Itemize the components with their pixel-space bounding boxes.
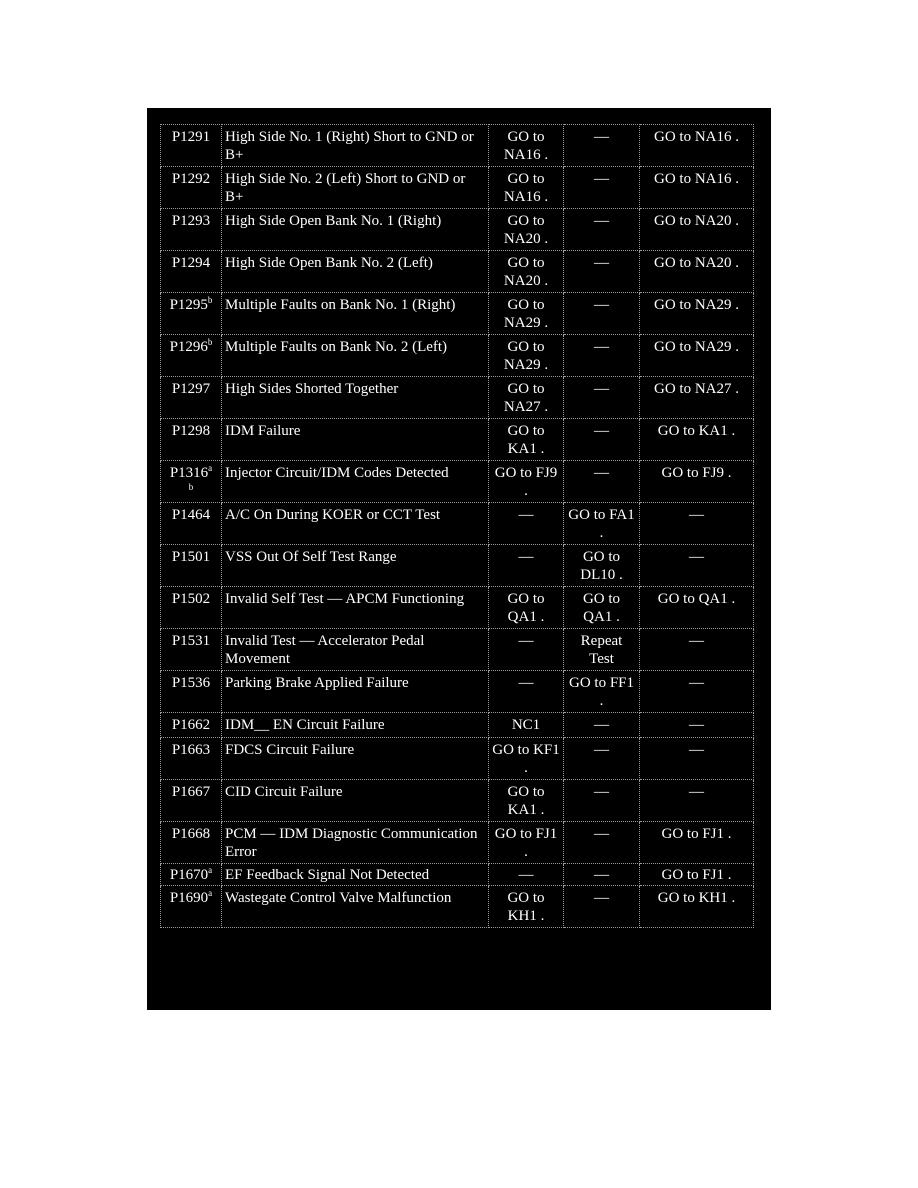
dtc-code-cell: [161, 419, 222, 461]
table-row: [161, 167, 754, 209]
footnote-marker: a: [208, 463, 213, 473]
dtc-code-cell: [161, 780, 222, 822]
dtc-code: P1294: [171, 255, 211, 271]
table-row: [161, 209, 754, 251]
dtc-description: PCM — IDM Diagnostic Communication Error: [222, 822, 489, 864]
continuous-memory-action: —: [640, 503, 754, 545]
dtc-description: VSS Out Of Self Test Range: [222, 545, 489, 587]
koeo-action: GO to FJ1 .: [489, 822, 564, 864]
koeo-action: —: [489, 629, 564, 671]
koeo-action: GO to QA1 .: [489, 587, 564, 629]
koeo-action: GO to NA16 .: [489, 125, 564, 167]
koeo-action: GO to NA29 .: [489, 335, 564, 377]
koer-action: —: [564, 713, 640, 738]
koeo-action: GO to NA27 .: [489, 377, 564, 419]
dtc-code-cell: [161, 461, 222, 503]
dtc-code-cell: [161, 167, 222, 209]
dtc-description: IDM Failure: [222, 419, 489, 461]
table-row: [161, 629, 754, 671]
koer-action: —: [564, 335, 640, 377]
table-row: [161, 293, 754, 335]
koer-action: GO to DL10 .: [564, 545, 640, 587]
dtc-table: [160, 124, 754, 928]
dtc-code: P1298: [171, 423, 211, 439]
footnote-marker: b: [207, 295, 213, 305]
continuous-memory-action: —: [640, 780, 754, 822]
continuous-memory-action: —: [640, 738, 754, 780]
dtc-code-cell: [161, 125, 222, 167]
table-row: [161, 503, 754, 545]
koer-action: —: [564, 209, 640, 251]
table-row: [161, 822, 754, 864]
continuous-memory-action: GO to NA20 .: [640, 209, 754, 251]
dtc-code-cell: [161, 209, 222, 251]
dtc-code: P1662: [171, 717, 211, 733]
koer-action: —: [564, 886, 640, 928]
koer-action: —: [564, 293, 640, 335]
dtc-code-cell: [161, 822, 222, 864]
koeo-action: GO to KH1 .: [489, 886, 564, 928]
dtc-description: A/C On During KOER or CCT Test: [222, 503, 489, 545]
table-row: [161, 713, 754, 738]
table-row: [161, 461, 754, 503]
dtc-description: Invalid Self Test — APCM Functioning: [222, 587, 489, 629]
continuous-memory-action: —: [640, 713, 754, 738]
continuous-memory-action: GO to NA29 .: [640, 335, 754, 377]
continuous-memory-action: GO to NA29 .: [640, 293, 754, 335]
continuous-memory-action: —: [640, 629, 754, 671]
koer-action: GO to FF1 .: [564, 671, 640, 713]
table-row: [161, 251, 754, 293]
koer-action: GO to QA1 .: [564, 587, 640, 629]
dtc-description: High Side Open Bank No. 2 (Left): [222, 251, 489, 293]
dtc-code-cell: [161, 503, 222, 545]
koeo-action: GO to KA1 .: [489, 419, 564, 461]
dtc-code: P1316: [169, 465, 209, 481]
koer-action: —: [564, 864, 640, 886]
koer-action: —: [564, 419, 640, 461]
table-row: [161, 377, 754, 419]
dtc-code: P1536: [171, 675, 211, 691]
continuous-memory-action: GO to NA16 .: [640, 125, 754, 167]
dtc-description: Invalid Test — Accelerator Pedal Movement: [222, 629, 489, 671]
koer-action: —: [564, 167, 640, 209]
dtc-code: P1295: [169, 297, 208, 313]
continuous-memory-action: GO to KH1 .: [640, 886, 754, 928]
dtc-description: IDM__ EN Circuit Failure: [222, 713, 489, 738]
dtc-code: P1502: [171, 591, 211, 607]
footnote-marker: a: [208, 888, 213, 898]
koeo-action: GO to NA20 .: [489, 209, 564, 251]
koer-action: —: [564, 125, 640, 167]
table-row: [161, 671, 754, 713]
table-row: [161, 738, 754, 780]
dtc-code-cell: [161, 886, 222, 928]
dtc-code-cell: [161, 864, 222, 886]
continuous-memory-action: —: [640, 671, 754, 713]
koer-action: —: [564, 461, 640, 503]
dtc-code: P1667: [171, 784, 211, 800]
dtc-code-cell: [161, 545, 222, 587]
dtc-code-cell: [161, 587, 222, 629]
table-row: [161, 780, 754, 822]
dtc-code-cell: [161, 629, 222, 671]
koer-action: —: [564, 377, 640, 419]
koer-action: —: [564, 780, 640, 822]
dtc-code: P1293: [171, 213, 211, 229]
koeo-action: —: [489, 503, 564, 545]
koer-action: Repeat Test: [564, 629, 640, 671]
dtc-code-cell: [161, 671, 222, 713]
koeo-action: GO to NA16 .: [489, 167, 564, 209]
dtc-code: P1670: [169, 867, 209, 883]
dtc-code: P1690: [169, 890, 209, 906]
table-row: [161, 335, 754, 377]
dtc-table-panel: [147, 108, 771, 1010]
table-row: [161, 587, 754, 629]
koeo-action: GO to KF1 .: [489, 738, 564, 780]
dtc-table-body: [161, 125, 754, 928]
dtc-code: P1297: [171, 381, 211, 397]
koeo-action: GO to KA1 .: [489, 780, 564, 822]
dtc-code: P1668: [171, 826, 211, 842]
koeo-action: GO to NA20 .: [489, 251, 564, 293]
dtc-code-cell: [161, 335, 222, 377]
koeo-action: —: [489, 671, 564, 713]
dtc-code: P1531: [171, 633, 211, 649]
footnote-marker: b: [207, 337, 213, 347]
dtc-description: High Side Open Bank No. 1 (Right): [222, 209, 489, 251]
dtc-code-cell: [161, 738, 222, 780]
koer-action: —: [564, 251, 640, 293]
koer-action: —: [564, 822, 640, 864]
koeo-action: —: [489, 545, 564, 587]
koeo-action: GO to FJ9 .: [489, 461, 564, 503]
table-row: [161, 125, 754, 167]
koeo-action: NC1: [489, 713, 564, 738]
table-row: [161, 886, 754, 928]
koeo-action: GO to NA29 .: [489, 293, 564, 335]
continuous-memory-action: GO to NA27 .: [640, 377, 754, 419]
dtc-description: High Side No. 1 (Right) Short to GND or B+: [222, 125, 489, 167]
dtc-code: P1663: [171, 742, 211, 758]
continuous-memory-action: GO to KA1 .: [640, 419, 754, 461]
table-row: [161, 419, 754, 461]
continuous-memory-action: GO to FJ1 .: [640, 864, 754, 886]
koer-action: GO to FA1 .: [564, 503, 640, 545]
dtc-code: P1501: [171, 549, 211, 565]
table-row: [161, 545, 754, 587]
continuous-memory-action: GO to NA16 .: [640, 167, 754, 209]
continuous-memory-action: GO to QA1 .: [640, 587, 754, 629]
continuous-memory-action: —: [640, 545, 754, 587]
dtc-code-cell: [161, 377, 222, 419]
dtc-description: FDCS Circuit Failure: [222, 738, 489, 780]
dtc-description: CID Circuit Failure: [222, 780, 489, 822]
dtc-code-cell: [161, 251, 222, 293]
continuous-memory-action: GO to FJ9 .: [640, 461, 754, 503]
dtc-code: P1291: [171, 129, 211, 145]
footnote-marker: a: [208, 865, 213, 875]
koer-action: —: [564, 738, 640, 780]
dtc-description: High Sides Shorted Together: [222, 377, 489, 419]
dtc-code: P1292: [171, 171, 211, 187]
dtc-code: P1464: [171, 507, 211, 523]
continuous-memory-action: GO to FJ1 .: [640, 822, 754, 864]
footnote-marker-second: b: [188, 482, 194, 492]
dtc-description: Parking Brake Applied Failure: [222, 671, 489, 713]
continuous-memory-action: GO to NA20 .: [640, 251, 754, 293]
dtc-description: Multiple Faults on Bank No. 2 (Left): [222, 335, 489, 377]
dtc-description: EF Feedback Signal Not Detected: [222, 864, 489, 886]
dtc-code-cell: [161, 713, 222, 738]
koeo-action: —: [489, 864, 564, 886]
dtc-description: Wastegate Control Valve Malfunction: [222, 886, 489, 928]
dtc-description: Multiple Faults on Bank No. 1 (Right): [222, 293, 489, 335]
table-row: [161, 864, 754, 886]
dtc-code: P1296: [169, 339, 208, 355]
dtc-description: High Side No. 2 (Left) Short to GND or B+: [222, 167, 489, 209]
dtc-description: Injector Circuit/IDM Codes Detected: [222, 461, 489, 503]
dtc-code-cell: [161, 293, 222, 335]
